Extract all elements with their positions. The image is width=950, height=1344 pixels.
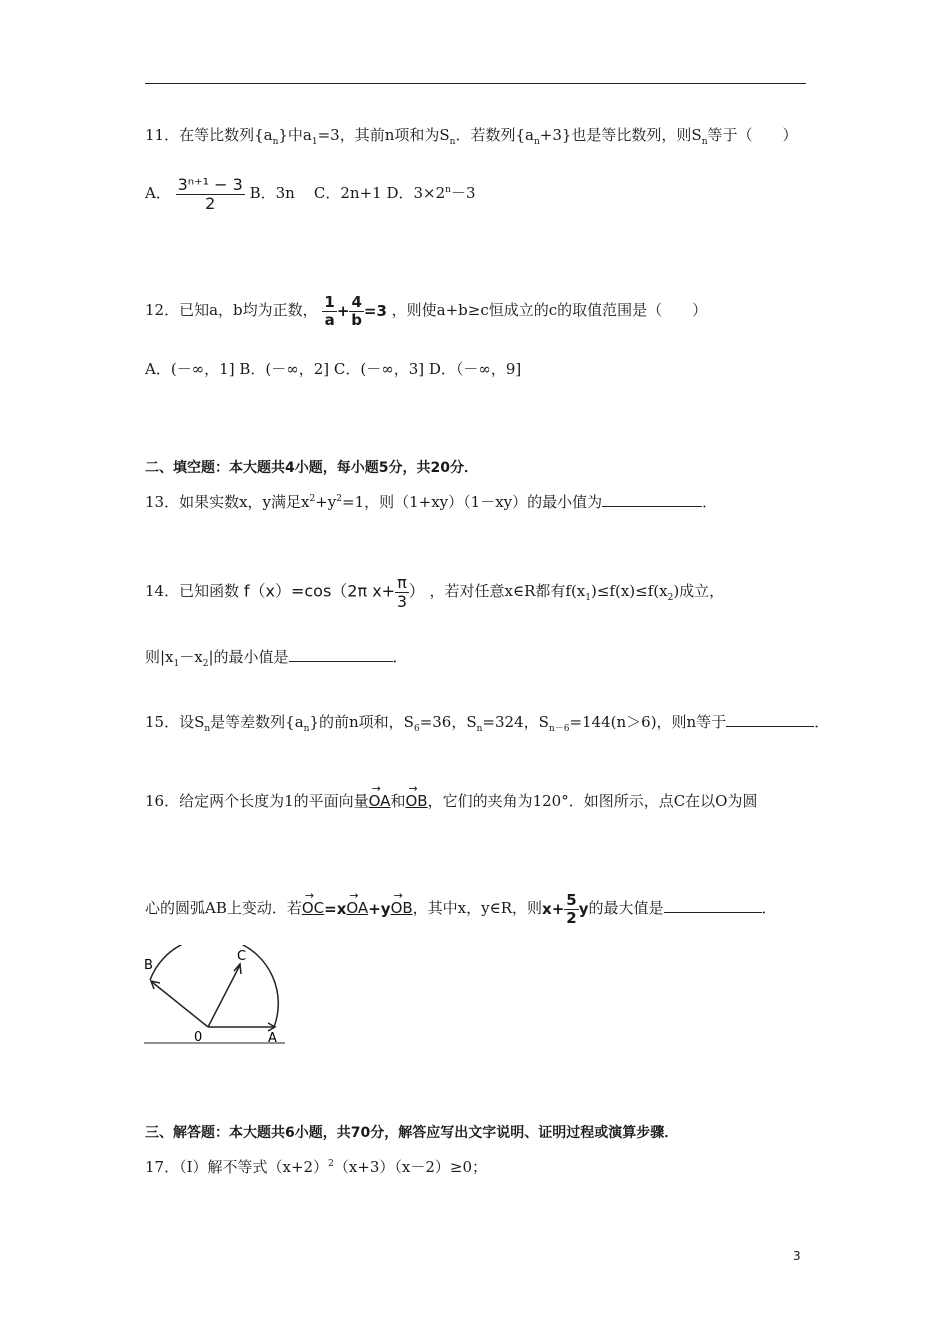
question-16-line-1: 16．给定两个长度为1的平面向量→ OA和→ OB，它们的夹角为120°．如图所示，点C在以O为圆 [145, 794, 758, 809]
label-b: B [144, 958, 153, 973]
expr-x-plus: x+ [542, 899, 565, 918]
fraction-5-over-2: $\frac{5}{2}$ [566, 891, 577, 927]
label-o: 0 [194, 1030, 203, 1045]
question-13: 13．如果实数x，y满足$x^2+y^2=1$，则（1+xy）（1－xy）的最小值为 ． [145, 493, 718, 511]
question-16-line-2: 心的圆弧AB上变动．若→ OC=x→ OA+y→ OB，其中x，y∈R，则x+ $\frac{5}{2}$ y的最大值是 ． [145, 892, 777, 926]
question-14-line-1: 14．已知函数 f（x）=cos（2π x+ $\frac{\pi}{3}$ ） ，若对任意x∈R都有$f(x_1)\le f(x)\le f(x_2)$成立， [145, 573, 725, 611]
label-a: A [268, 1031, 277, 1046]
plus-sign: + [336, 301, 350, 320]
expr-x: =x [324, 899, 347, 918]
question-15: 15．设$S_n$是等差数列$\{a_n\}$的前n项和，$S_6=36$，$S_n=324$，$S_{n-6}=144(n>6)$，则n等于 ． [145, 713, 830, 734]
question-12-stem: 12．已知a，b均为正数， $\frac{1}{a}$ + $\frac{4}{b}$ =3 ，则使a+b≥c恒成立的c的取值范围是（ ） [145, 293, 708, 329]
header-rule [145, 83, 806, 84]
vector-oa: → OA [369, 794, 391, 809]
vector-oa: → OA [346, 901, 368, 916]
question-11-stem: 11．在等比数列$\{a_n\}$中$a_1=3$，其前n项和为$S_n$．若数列$\{a_n+3\}$也是等比数列，则$S_n$等于（ ） [145, 126, 798, 147]
page-number: 3 [793, 1249, 801, 1263]
vector-ob: → OB [405, 794, 427, 809]
answer-blank[interactable] [664, 912, 762, 913]
expr-y-var: y [578, 899, 589, 918]
section-3-heading: 三、解答题：本大题共6小题，共70分，解答应写出文字说明、证明过程或演算步骤． [145, 1125, 679, 1141]
vector-ob: → OB [391, 901, 413, 916]
answer-blank[interactable] [602, 506, 702, 507]
option-a-fraction: $\frac{\text{3ⁿ⁺¹ − 3}}{2}$ [177, 175, 243, 213]
label-c: C [237, 949, 247, 964]
question-11-options: A． $\frac{\text{3ⁿ⁺¹ − 3}}{2}$ B．3n C．2n+1 D．$3\times 2^n-3$ [145, 175, 476, 213]
question-12-options: A．(－∞，1] B．(－∞，2] C．(－∞，3] D．（－∞，9] [145, 360, 522, 378]
fraction-1-over-a: $\frac{1}{a}$ [324, 293, 335, 329]
answer-blank[interactable] [289, 661, 393, 662]
fraction-4-over-b: $\frac{4}{b}$ [351, 293, 363, 329]
function-expression: f（x）=cos（2π x+ $\frac{\pi}{3}$ ） [243, 573, 425, 611]
expr-y: +y [368, 899, 391, 918]
vector-oc: → OC [302, 901, 324, 916]
equals-3: =3 [363, 301, 387, 320]
vector-oc-line [208, 965, 240, 1027]
section-2-heading: 二、填空题：本大题共4小题，每小题5分，共20分． [145, 460, 478, 476]
sector-figure [140, 945, 290, 1050]
question-14-line-2: 则$|x_1-x_2|$的最小值是 ． [145, 648, 408, 669]
answer-blank[interactable] [726, 726, 814, 727]
vector-ob-line [152, 982, 208, 1027]
question-17: 17．（Ⅰ）解不等式$(x+2)^2(x+3)(x-2)\ge 0$； [145, 1158, 488, 1176]
